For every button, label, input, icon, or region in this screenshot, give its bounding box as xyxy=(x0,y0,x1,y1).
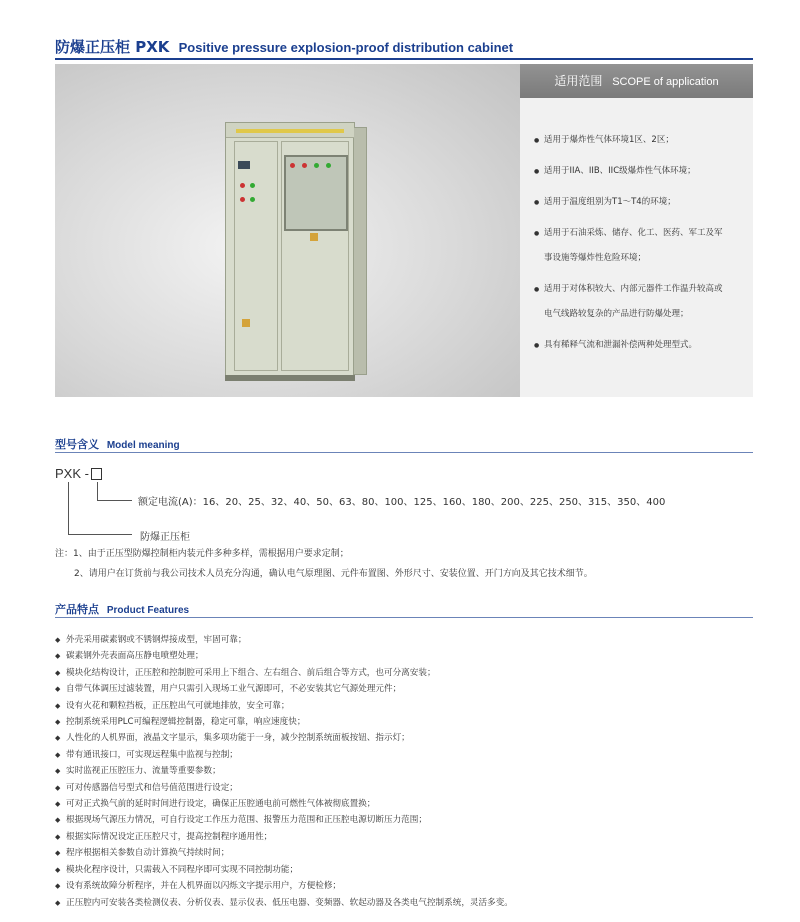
features-list xyxy=(55,632,755,911)
list-item: ◆ 带有通讯接口，可实现远程集中监视与控制； xyxy=(55,747,755,763)
list-item: ◆ 实时监视正压腔压力、流量等重要参数； xyxy=(55,763,755,779)
list-item-continued: 电气线路较复杂的产品进行防爆处理； xyxy=(544,309,689,319)
list-item: ● 适用于石油采炼、储存、化工、医药、军工及军 xyxy=(534,221,746,246)
list-item: ◆ 自带气体调压过滤装置，用户只需引入现场工业气源即可，不必安装其它气源处理元件； xyxy=(55,681,755,697)
list-item-continued: 事设施等爆炸性危险环境； xyxy=(544,253,647,263)
list-item: ◆ 程序根据相关参数自动计算换气持续时间； xyxy=(55,845,755,861)
scope-heading-cn: 适用范围 xyxy=(554,74,603,88)
features-rule xyxy=(55,617,753,618)
list-item: ◆ 根据实际情况设定正压腔尺寸，提高控制程序通用性； xyxy=(55,829,755,845)
list-item: ◆ 可对正式换气前的延时时间进行设定，确保正压腔通电前可燃性气体被彻底置换； xyxy=(55,796,755,812)
list-item: ◆ 模块化结构设计，正压腔和控制腔可采用上下组合、左右组合、前后组合等方式，也可分离安装； xyxy=(55,665,755,681)
list-item: ◆ 外壳采用碳素钢或不锈钢焊接成型，牢固可靠； xyxy=(55,632,755,648)
list-item: ● 适用于爆炸性气体环境1区、2区； xyxy=(534,128,746,153)
model-code: PXK - xyxy=(55,466,102,481)
model-heading: 型号含义 Model meaning xyxy=(55,438,180,451)
scope-heading xyxy=(520,64,753,98)
rated-current: 额定电流(A)：16、20、25、32、40、50、63、80、100、125、160、180、200、225、250、315、350、400 xyxy=(138,497,666,508)
list-item: ● 具有稀释气流和泄漏补偿两种处理型式。 xyxy=(534,333,746,358)
page-title xyxy=(55,36,513,57)
title-rule xyxy=(55,58,753,60)
list-item: ◆ 控制系统采用PLC可编程逻辑控制器，稳定可靠，响应速度快； xyxy=(55,714,755,730)
features-heading: 产品特点 Product Features xyxy=(55,603,190,616)
title-cn: 防爆正压柜 PXK xyxy=(55,38,170,56)
product-photo xyxy=(55,64,520,397)
title-en: Positive pressure explosion-proof distribution cabinet xyxy=(178,40,514,55)
list-item: ◆ 模块化程序设计，只需载入不同程序即可实现不同控制功能； xyxy=(55,862,755,878)
list-item: ◆ 人性化的人机界面，液晶文字显示，集多项功能于一身，减少控制系统面板按钮、指示灯； xyxy=(55,730,755,746)
list-item: ◆ 设有火花和颗粒挡板，正压腔出气可就地排放，安全可靠； xyxy=(55,698,755,714)
model-name: 防爆正压柜 xyxy=(140,532,190,543)
list-item: ◆ 根据现场气源压力情况，可自行设定工作压力范围、报警压力范围和正压腔电源切断压力范围； xyxy=(55,812,755,828)
list-item: ◆ 可对传感器信号型式和信号值范围进行设定； xyxy=(55,780,755,796)
scope-panel xyxy=(520,64,753,397)
list-item: ◆ 碳素钢外壳表面高压静电喷塑处理； xyxy=(55,648,755,664)
list-item: ● 适用于IIA、IIB、IIC级爆炸性气体环境； xyxy=(534,159,746,184)
list-item: ◆ 正压腔内可安装各类检测仪表、分析仪表、显示仪表、低压电器、变频器、软起动器及各类电气控制系统，灵活多变。 xyxy=(55,895,755,911)
note-1: 注：1、由于正压型防爆控制柜内装元件多种多样，需根据用户要求定制； xyxy=(55,549,349,559)
scope-list xyxy=(534,128,746,358)
list-item: ● 适用于温度组别为T1～T4的环境； xyxy=(534,190,746,215)
list-item: ● 适用于对体积较大、内部元器件工作温升较高或 xyxy=(534,277,746,302)
model-rule xyxy=(55,452,753,453)
cabinet-image xyxy=(225,122,355,376)
scope-heading-en: SCOPE of application xyxy=(612,76,719,88)
list-item: ◆ 设有系统故障分析程序，并在人机界面以闪烁文字提示用户，方便检修； xyxy=(55,878,755,894)
note-2: 2、请用户在订货前与我公司技术人员充分沟通，确认电气原理图、元件布置图、外形尺寸、安装位置、开门方向及其它技术细节。 xyxy=(74,569,593,579)
placeholder-box-icon xyxy=(91,468,102,480)
